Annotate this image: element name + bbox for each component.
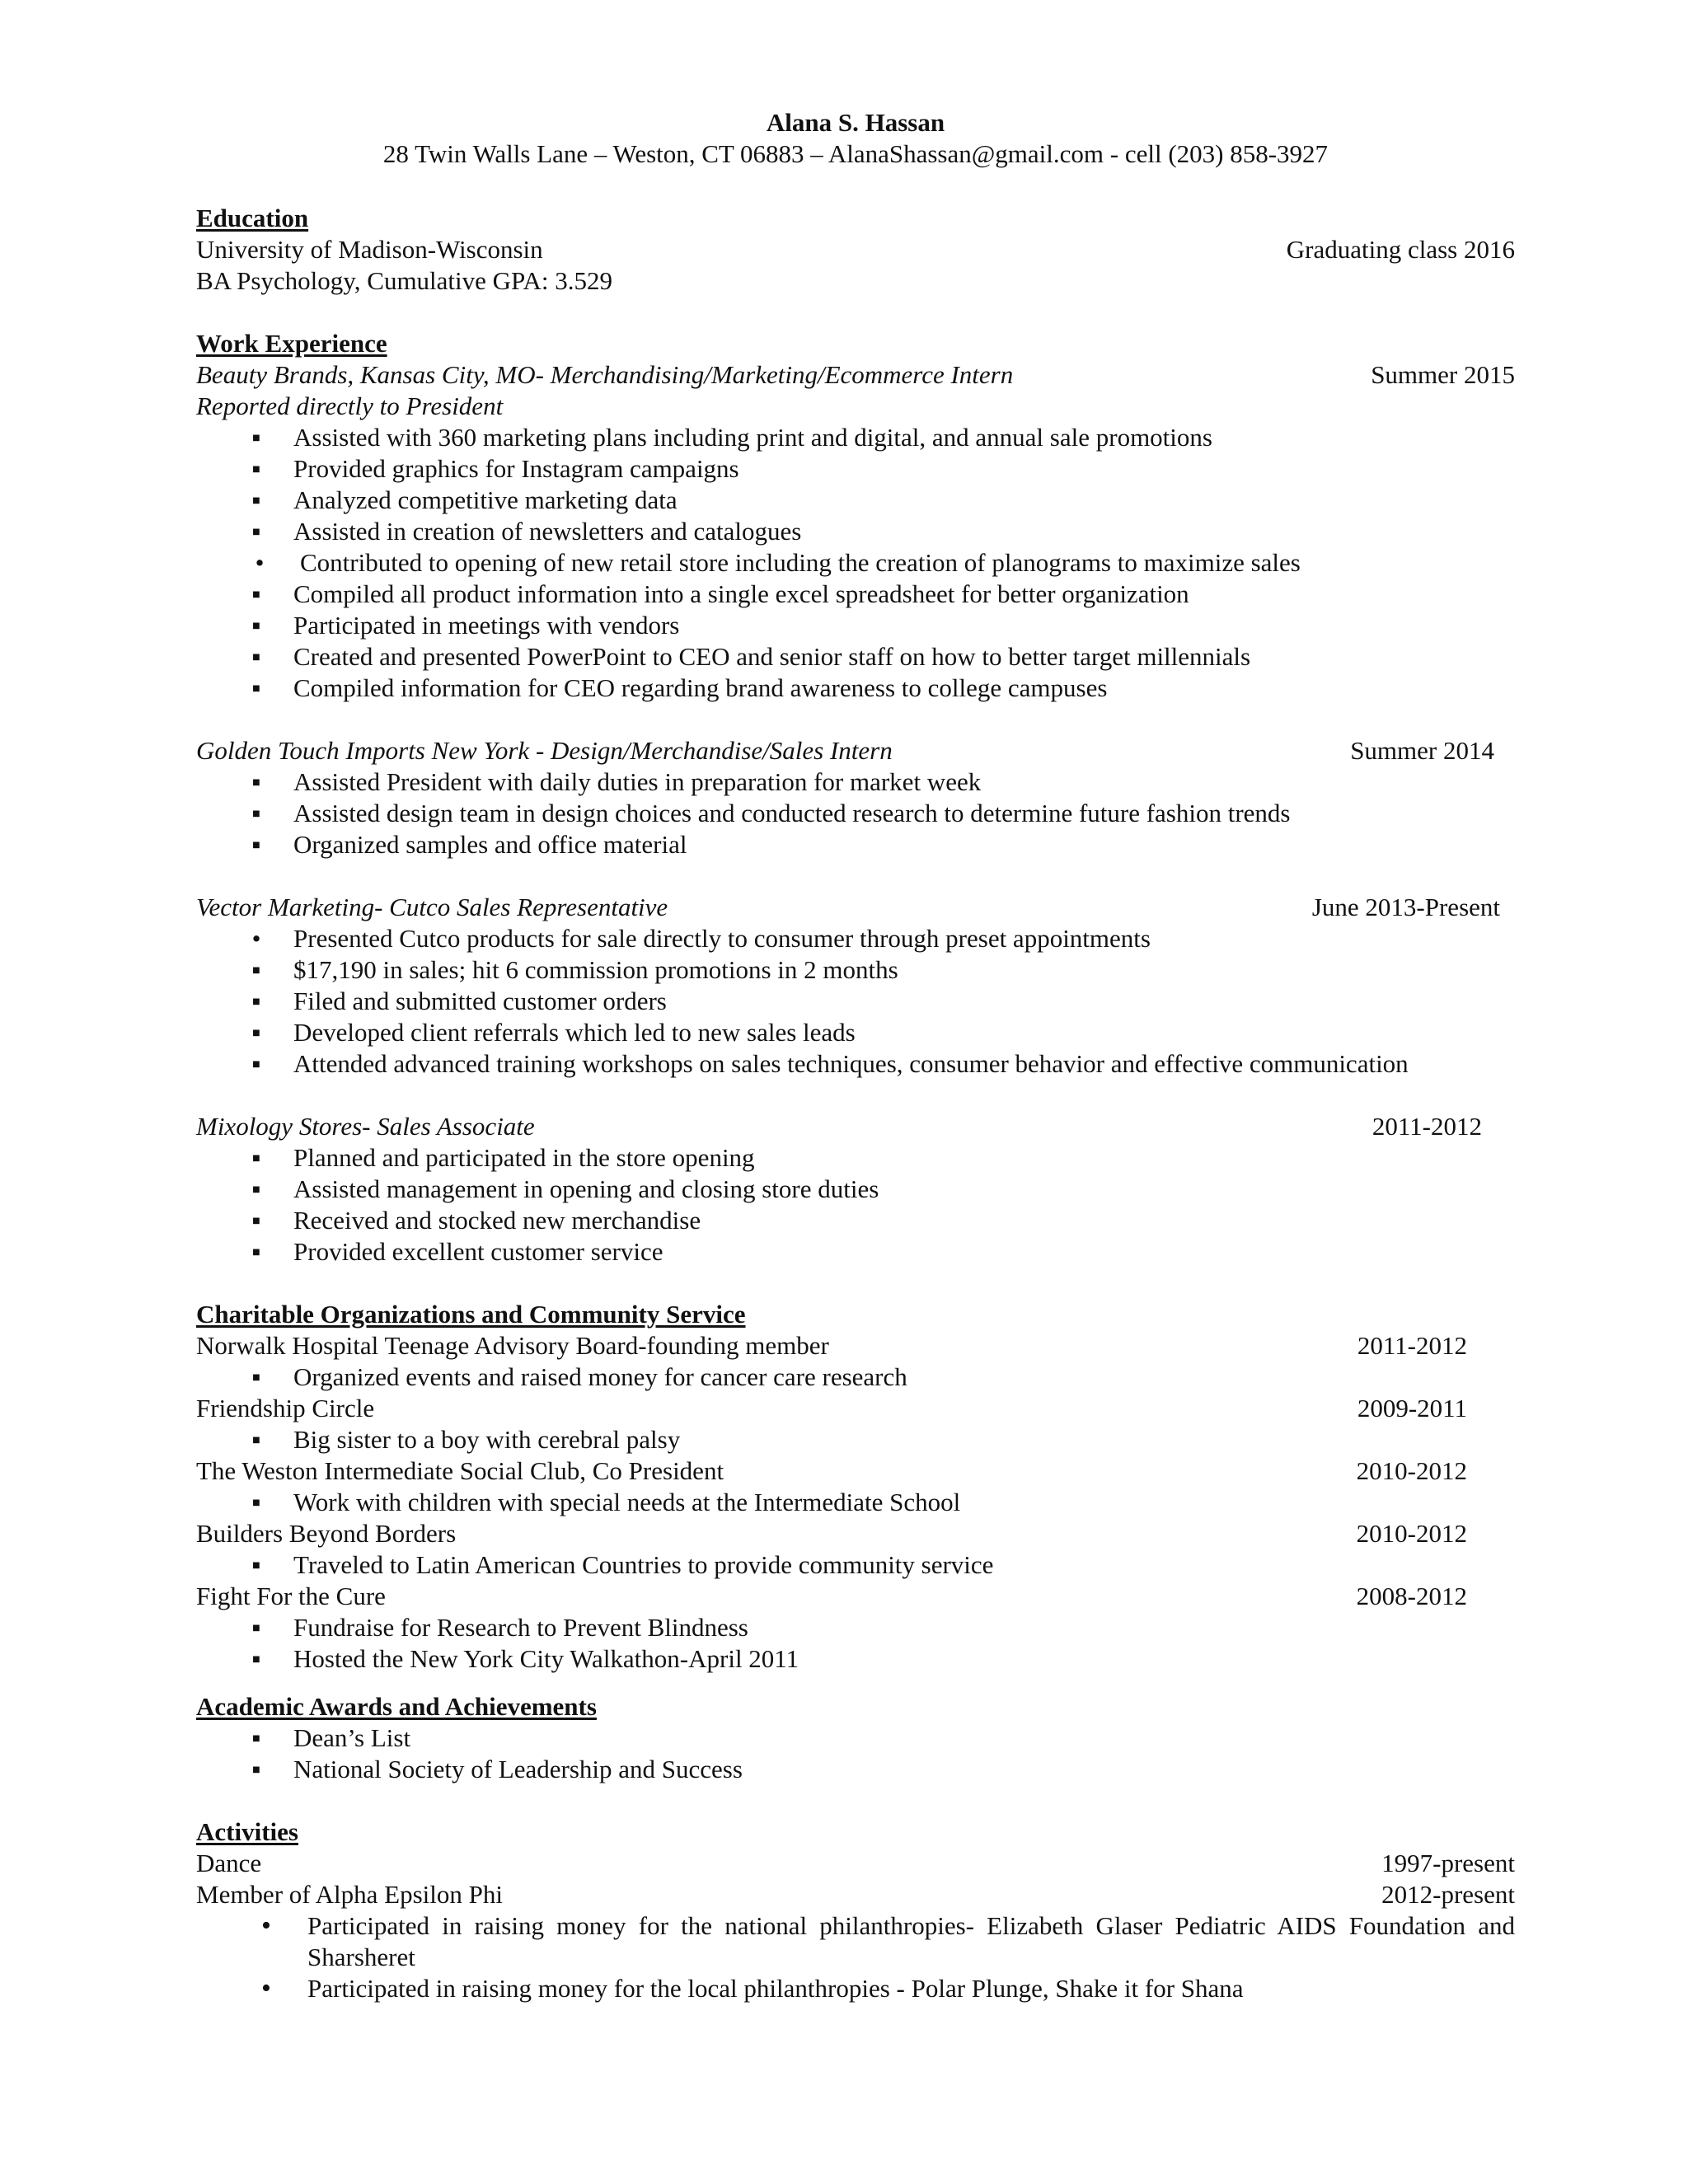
bullet-icon: ▪ <box>251 1362 261 1391</box>
bullet-icon: ▪ <box>251 1174 261 1203</box>
activity-name: Member of Alpha Epsilon Phi <box>196 1880 503 1909</box>
bullet-text: Provided graphics for Instagram campaigns <box>293 454 739 483</box>
list-item <box>196 579 1515 610</box>
education-section <box>196 203 1515 297</box>
job-date: Summer 2014 <box>1350 736 1494 765</box>
section-title-work: Work Experience <box>196 329 387 358</box>
bullet-icon: ▪ <box>251 611 261 640</box>
bullet-text: Traveled to Latin American Countries to provide community service <box>293 1550 994 1579</box>
section-title-awards: Academic Awards and Achievements <box>196 1692 597 1721</box>
graduation-date: Graduating class 2016 <box>1286 235 1515 264</box>
bullet-icon: ▪ <box>251 1425 261 1454</box>
activity-date: 2012-present <box>1381 1880 1515 1909</box>
job-entry <box>196 892 1515 1080</box>
org-date: 2010-2012 <box>1356 1519 1467 1548</box>
charity-org-row <box>196 1518 1515 1549</box>
bullet-text: Assisted design team in design choices and conducted research to determine future fashion trends <box>293 799 1291 827</box>
job-entry <box>196 359 1515 704</box>
job-subtitle: Reported directly to President <box>196 391 504 420</box>
list-item <box>196 1612 1515 1643</box>
bullet-icon: ▪ <box>251 1644 261 1673</box>
resume-page <box>196 107 1515 2036</box>
org-bullets <box>196 1612 1515 1675</box>
activities-section <box>196 1816 1515 2004</box>
contact-line: 28 Twin Walls Lane – Weston, CT 06883 – AlanaShassan@gmail.com - cell (203) 858-3927 <box>382 139 1329 168</box>
bullet-icon: ▪ <box>251 1550 261 1579</box>
job-entry <box>196 735 1515 860</box>
education-school-row <box>196 234 1515 265</box>
org-name: Norwalk Hospital Teenage Advisory Board-founding member <box>196 1331 829 1360</box>
job-title: Mixology Stores- Sales Associate <box>196 1112 535 1141</box>
job-header <box>196 892 1515 923</box>
bullet-icon: ▪ <box>251 454 261 483</box>
list-item <box>196 485 1515 516</box>
bullet-icon: ▪ <box>251 1049 261 1078</box>
list-item <box>196 1973 1515 2004</box>
bullet-text: Big sister to a boy with cerebral palsy <box>293 1425 681 1454</box>
awards-bullets <box>196 1722 1515 1785</box>
bullet-icon: ▪ <box>251 955 261 984</box>
bullet-icon: ▪ <box>251 1755 261 1783</box>
bullet-text: Presented Cutco products for sale directly to consumer through preset appointments <box>293 924 1151 953</box>
list-item <box>196 1236 1515 1268</box>
org-date: 2009-2011 <box>1357 1394 1467 1422</box>
list-item <box>196 1722 1515 1754</box>
bullet-text: Participated in raising money for the national philanthropies- Elizabeth Glaser Pediatric AIDS Foundation and Sharsheret <box>307 1911 1515 1971</box>
section-title-activities: Activities <box>196 1817 298 1846</box>
degree-line: BA Psychology, Cumulative GPA: 3.529 <box>196 266 612 295</box>
bullet-icon: ▪ <box>251 1018 261 1047</box>
list-item <box>196 1487 1515 1518</box>
org-bullets <box>196 1549 1515 1581</box>
bullet-icon: ▪ <box>251 799 261 827</box>
activity-row <box>196 1848 1515 1879</box>
bullet-text: Assisted with 360 marketing plans including print and digital, and annual sale promotions <box>293 423 1212 452</box>
job-date: June 2013-Present <box>1311 893 1500 921</box>
list-item <box>196 1549 1515 1581</box>
list-item <box>196 1048 1515 1080</box>
list-item <box>196 1754 1515 1785</box>
list-item <box>196 1174 1515 1205</box>
job-header <box>196 735 1515 766</box>
list-item <box>196 1017 1515 1048</box>
list-item <box>196 1361 1515 1393</box>
bullet-icon: ▪ <box>251 517 261 546</box>
activity-bullets <box>196 1910 1515 2004</box>
list-item <box>196 986 1515 1017</box>
org-bullets <box>196 1424 1515 1455</box>
bullet-icon: ▪ <box>251 767 261 796</box>
bullet-text: Received and stocked new merchandise <box>293 1206 701 1235</box>
bullet-icon: ▪ <box>251 579 261 608</box>
charity-section <box>196 1299 1515 1675</box>
activity-row <box>196 1879 1515 1910</box>
bullet-icon: ▪ <box>251 423 261 452</box>
list-item <box>196 453 1515 485</box>
org-name: The Weston Intermediate Social Club, Co President <box>196 1456 724 1485</box>
bullet-text: Participated in raising money for the local philanthropies - Polar Plunge, Shake it for Shana <box>307 1974 1244 2003</box>
bullet-icon: ▪ <box>251 642 261 671</box>
charity-org-row <box>196 1393 1515 1424</box>
section-title-charity: Charitable Organizations and Community Service <box>196 1300 746 1329</box>
awards-section <box>196 1691 1515 1785</box>
bullet-icon: ▪ <box>251 1237 261 1266</box>
org-name: Fight For the Cure <box>196 1582 386 1610</box>
bullet-text: Assisted President with daily duties in preparation for market week <box>293 767 982 796</box>
bullet-icon: • <box>255 548 265 577</box>
bullet-icon: ▪ <box>251 1723 261 1752</box>
list-item <box>196 798 1515 829</box>
bullet-text: National Society of Leadership and Success <box>293 1755 743 1783</box>
bullet-icon: • <box>261 1973 271 2004</box>
bullet-text: Compiled information for CEO regarding brand awareness to college campuses <box>293 673 1108 702</box>
org-bullets <box>196 1487 1515 1518</box>
list-item <box>196 923 1515 954</box>
job-title: Beauty Brands, Kansas City, MO- Merchandising/Marketing/Ecommerce Intern <box>196 360 1014 389</box>
job-bullets <box>196 923 1515 1080</box>
bullet-icon: ▪ <box>251 987 261 1015</box>
job-header <box>196 359 1515 391</box>
job-bullets <box>196 422 1515 704</box>
bullet-icon: ▪ <box>251 1206 261 1235</box>
bullet-icon: ▪ <box>251 830 261 859</box>
job-entry <box>196 1111 1515 1268</box>
org-name: Friendship Circle <box>196 1394 375 1422</box>
org-date: 2010-2012 <box>1356 1456 1467 1485</box>
bullet-text: Hosted the New York City Walkathon-April 2011 <box>293 1644 799 1673</box>
job-title: Golden Touch Imports New York - Design/Merchandise/Sales Intern <box>196 736 893 765</box>
bullet-icon: ▪ <box>251 673 261 702</box>
list-item <box>196 1643 1515 1675</box>
activity-date: 1997-present <box>1381 1849 1515 1877</box>
bullet-text: Organized samples and office material <box>293 830 687 859</box>
work-section <box>196 328 1515 1268</box>
bullet-icon: ▪ <box>251 1488 261 1516</box>
job-date: Summer 2015 <box>1371 360 1515 389</box>
bullet-text: Filed and submitted customer orders <box>293 987 667 1015</box>
bullet-text: Compiled all product information into a single excel spreadsheet for better organization <box>293 579 1189 608</box>
bullet-text: Contributed to opening of new retail store including the creation of planograms to maximize sales <box>300 548 1301 577</box>
list-item <box>196 422 1515 453</box>
bullet-icon: ▪ <box>251 1613 261 1642</box>
bullet-icon: ▪ <box>251 485 261 514</box>
list-item <box>196 516 1515 547</box>
bullet-text: Fundraise for Research to Prevent Blindness <box>293 1613 748 1642</box>
job-date: 2011-2012 <box>1372 1112 1482 1141</box>
resume-header <box>196 107 1515 170</box>
list-item <box>196 547 1515 579</box>
job-bullets <box>196 766 1515 860</box>
org-date: 2011-2012 <box>1357 1331 1467 1360</box>
list-item <box>196 610 1515 641</box>
bullet-text: Developed client referrals which led to new sales leads <box>293 1018 856 1047</box>
bullet-text: Dean’s List <box>293 1723 411 1752</box>
bullet-text: Work with children with special needs at the Intermediate School <box>293 1488 961 1516</box>
bullet-text: Analyzed competitive marketing data <box>293 485 678 514</box>
section-title-education: Education <box>196 204 309 232</box>
list-item <box>196 766 1515 798</box>
list-item <box>196 829 1515 860</box>
activity-name: Dance <box>196 1849 262 1877</box>
bullet-text: $17,190 in sales; hit 6 commission promotions in 2 months <box>293 955 898 984</box>
list-item <box>196 641 1515 673</box>
bullet-icon: ▪ <box>251 1143 261 1172</box>
job-title: Vector Marketing- Cutco Sales Representative <box>196 893 668 921</box>
org-bullets <box>196 1361 1515 1393</box>
bullet-text: Assisted in creation of newsletters and catalogues <box>293 517 802 546</box>
bullet-icon: • <box>251 924 261 953</box>
charity-org-row <box>196 1455 1515 1487</box>
bullet-text: Planned and participated in the store opening <box>293 1143 755 1172</box>
list-item <box>196 1142 1515 1174</box>
bullet-text: Created and presented PowerPoint to CEO and senior staff on how to better target millennials <box>293 642 1251 671</box>
org-date: 2008-2012 <box>1356 1582 1467 1610</box>
list-item <box>196 1205 1515 1236</box>
bullet-icon: • <box>261 1910 271 1941</box>
list-item <box>196 1424 1515 1455</box>
bullet-text: Organized events and raised money for cancer care research <box>293 1362 907 1391</box>
org-name: Builders Beyond Borders <box>196 1519 457 1548</box>
candidate-name: Alana S. Hassan <box>766 108 945 137</box>
school-name: University of Madison-Wisconsin <box>196 235 543 264</box>
job-bullets <box>196 1142 1515 1268</box>
list-item <box>196 1910 1515 1973</box>
bullet-text: Provided excellent customer service <box>293 1237 663 1266</box>
charity-org-row <box>196 1581 1515 1612</box>
bullet-text: Assisted management in opening and closing store duties <box>293 1174 879 1203</box>
list-item <box>196 673 1515 704</box>
list-item <box>196 954 1515 986</box>
bullet-text: Participated in meetings with vendors <box>293 611 680 640</box>
job-header <box>196 1111 1515 1142</box>
bullet-text: Attended advanced training workshops on sales techniques, consumer behavior and effective communication <box>293 1049 1409 1078</box>
charity-org-row <box>196 1330 1515 1361</box>
